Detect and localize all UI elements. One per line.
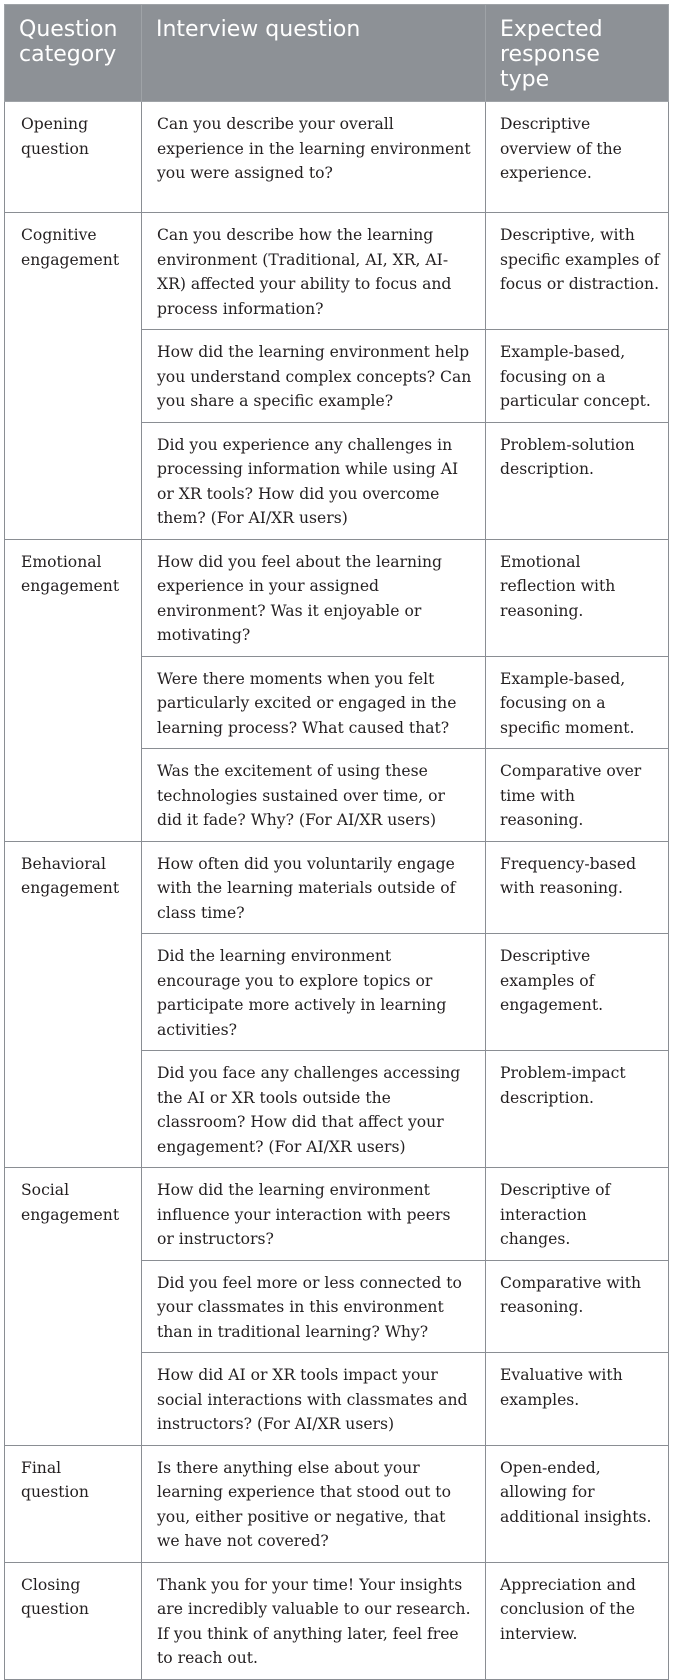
response-type-cell: Emotional reflection with reasoning. [486,539,669,656]
response-type-cell: Example-based, focusing on a specific moment. [486,656,669,749]
table-row [5,213,669,330]
table-row [5,841,669,934]
question-cell: Thank you for your time! Your insights are incredibly valuable to our research. If you think of anything later, feel free to reach out. [142,1562,486,1679]
question-cell: Was the excitement of using these technologies sustained over time, or did it fade? Why? (For AI/XR users) [142,749,486,842]
response-type-cell: Frequency-based with reasoning. [486,841,669,934]
response-type-cell: Descriptive, with specific examples of focus or distraction. [486,213,669,330]
header-interview-question: Interview question [142,5,486,102]
response-type-cell: Descriptive examples of engagement. [486,934,669,1051]
table-row [5,1168,669,1261]
question-cell: Were there moments when you felt particularly excited or engaged in the learning process? What caused that? [142,656,486,749]
response-type-cell: Appreciation and conclusion of the interview. [486,1562,669,1679]
response-type-cell: Example-based, focusing on a particular concept. [486,330,669,423]
response-type-cell: Comparative over time with reasoning. [486,749,669,842]
question-cell: Did you feel more or less connected to your classmates in this environment than in traditional learning? Why? [142,1260,486,1353]
question-cell: How did AI or XR tools impact your social interactions with classmates and instructors? (For AI/XR users) [142,1353,486,1446]
table-row [5,1562,669,1679]
response-type-cell: Evaluative with examples. [486,1353,669,1446]
category-cell: Cognitive engagement [5,213,142,540]
question-cell: Is there anything else about your learning experience that stood out to you, either positive or negative, that we have not covered? [142,1445,486,1562]
category-cell: Social engagement [5,1168,142,1446]
question-cell: Did the learning environment encourage you to explore topics or participate more actively in learning activities? [142,934,486,1051]
table-row [5,102,669,213]
category-cell: Behavioral engagement [5,841,142,1168]
category-cell: Emotional engagement [5,539,142,841]
response-type-cell: Open-ended, allowing for additional insights. [486,1445,669,1562]
question-cell: How did the learning environment help you understand complex concepts? Can you share a specific example? [142,330,486,423]
category-cell: Final question [5,1445,142,1562]
question-cell: Did you experience any challenges in processing information while using AI or XR tools? How did you overcome them? (For AI/XR users) [142,422,486,539]
interview-questions-table [4,4,669,1680]
question-cell: How did you feel about the learning experience in your assigned environment? Was it enjoyable or motivating? [142,539,486,656]
question-cell: Can you describe how the learning environment (Traditional, AI, XR, AI-XR) affected your ability to focus and process information? [142,213,486,330]
table-row [5,539,669,656]
table-header-row [5,5,669,102]
question-cell: How did the learning environment influence your interaction with peers or instructors? [142,1168,486,1261]
header-expected-response-type: Expected response type [486,5,669,102]
category-cell: Closing question [5,1562,142,1679]
question-cell: Did you face any challenges accessing the AI or XR tools outside the classroom? How did that affect your engagement? (For AI/XR users) [142,1051,486,1168]
response-type-cell: Comparative with reasoning. [486,1260,669,1353]
table-row [5,1445,669,1562]
response-type-cell: Descriptive overview of the experience. [486,102,669,213]
response-type-cell: Problem-impact description. [486,1051,669,1168]
response-type-cell: Problem-solution description. [486,422,669,539]
response-type-cell: Descriptive of interaction changes. [486,1168,669,1261]
category-cell: Opening question [5,102,142,213]
header-question-category: Question category [5,5,142,102]
question-cell: Can you describe your overall experience in the learning environment you were assigned to? [142,102,486,213]
question-cell: How often did you voluntarily engage with the learning materials outside of class time? [142,841,486,934]
